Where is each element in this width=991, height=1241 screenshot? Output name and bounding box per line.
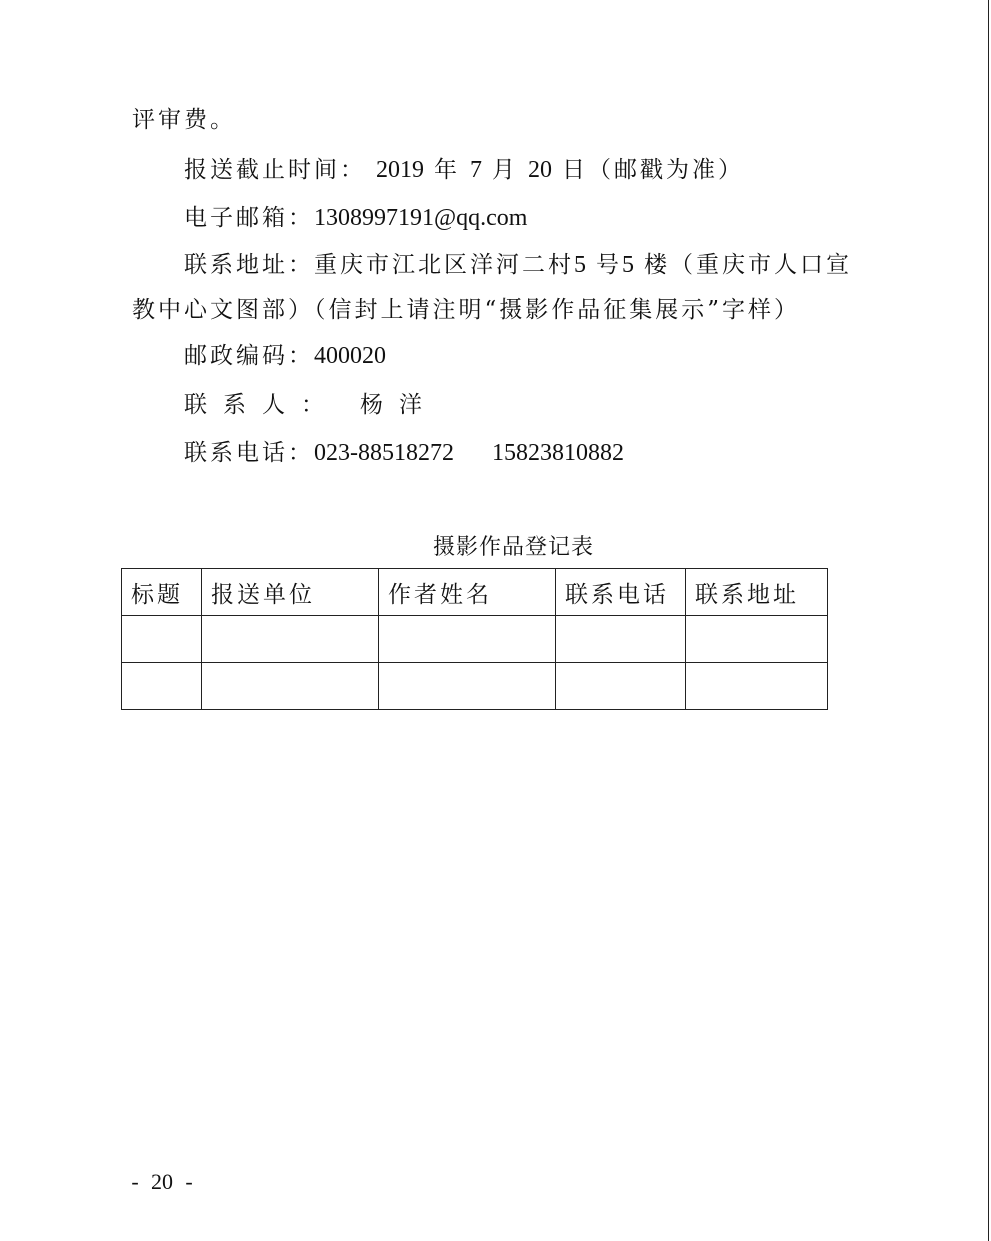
table-cell[interactable] [122,663,202,710]
deadline-note: （邮戳为准） [588,157,744,183]
table-header-row [122,569,828,616]
address-line [184,250,852,280]
deadline-month: 7 [470,157,482,183]
contact-person-line [184,390,438,420]
page-number-value: 20 [151,1169,173,1194]
postcode-value: 400020 [314,343,386,369]
address-label: 联系地址： [184,252,314,278]
header-address: 联系地址 [686,569,828,616]
address-num2: 5 [622,252,634,278]
email-label: 电子邮箱： [184,205,314,231]
address-part1: 重庆市江北区洋河二村 [314,252,574,278]
phone-label: 联系电话： [184,440,314,466]
table-cell[interactable] [379,663,556,710]
page-number [130,1168,194,1196]
contact-person-name: 杨洋 [360,392,438,418]
registration-table [121,568,828,710]
phone-line [184,438,624,468]
table-cell[interactable] [686,616,828,663]
table-cell[interactable] [202,616,379,663]
table-cell[interactable] [686,663,828,710]
table-cell[interactable] [556,663,686,710]
page-edge-line [988,0,989,1241]
address-part2: 号 [596,252,622,278]
fee-text: 评审费。 [132,107,236,133]
table-row [122,663,828,710]
address-num1: 5 [574,252,586,278]
email-line [184,203,527,233]
table-cell[interactable] [556,616,686,663]
deadline-line [184,155,744,185]
table-cell[interactable] [379,616,556,663]
postcode-line [184,341,386,371]
page-number-dash-left: - [131,1169,139,1194]
deadline-day-unit: 日 [562,157,588,183]
page-number-dash-right: - [185,1169,193,1194]
table-cell[interactable] [202,663,379,710]
address-continuation: 教中心文图部）（信封上请注明“摄影作品征集展示”字样） [132,297,801,323]
address-line-2 [132,295,800,325]
header-author-name: 作者姓名 [379,569,556,616]
header-submitting-unit: 报送单位 [202,569,379,616]
deadline-month-unit: 月 [492,157,518,183]
deadline-year: 2019 [376,157,424,183]
header-phone: 联系电话 [556,569,686,616]
deadline-year-unit: 年 [434,157,460,183]
email-value: 1308997191@qq.com [314,205,528,231]
contact-person-label: 联系人： [184,392,340,418]
phone-landline: 023-88518272 [314,440,454,466]
registration-table-title: 摄影作品登记表 [433,535,595,560]
header-title: 标题 [122,569,202,616]
fee-line-end [132,105,236,135]
address-part3: 楼（重庆市人口宣 [644,252,852,278]
deadline-day: 20 [528,157,552,183]
table-cell[interactable] [122,616,202,663]
table-row [122,616,828,663]
deadline-label: 报送截止时间： [184,157,366,183]
phone-mobile: 15823810882 [492,440,624,466]
postcode-label: 邮政编码： [184,343,314,369]
